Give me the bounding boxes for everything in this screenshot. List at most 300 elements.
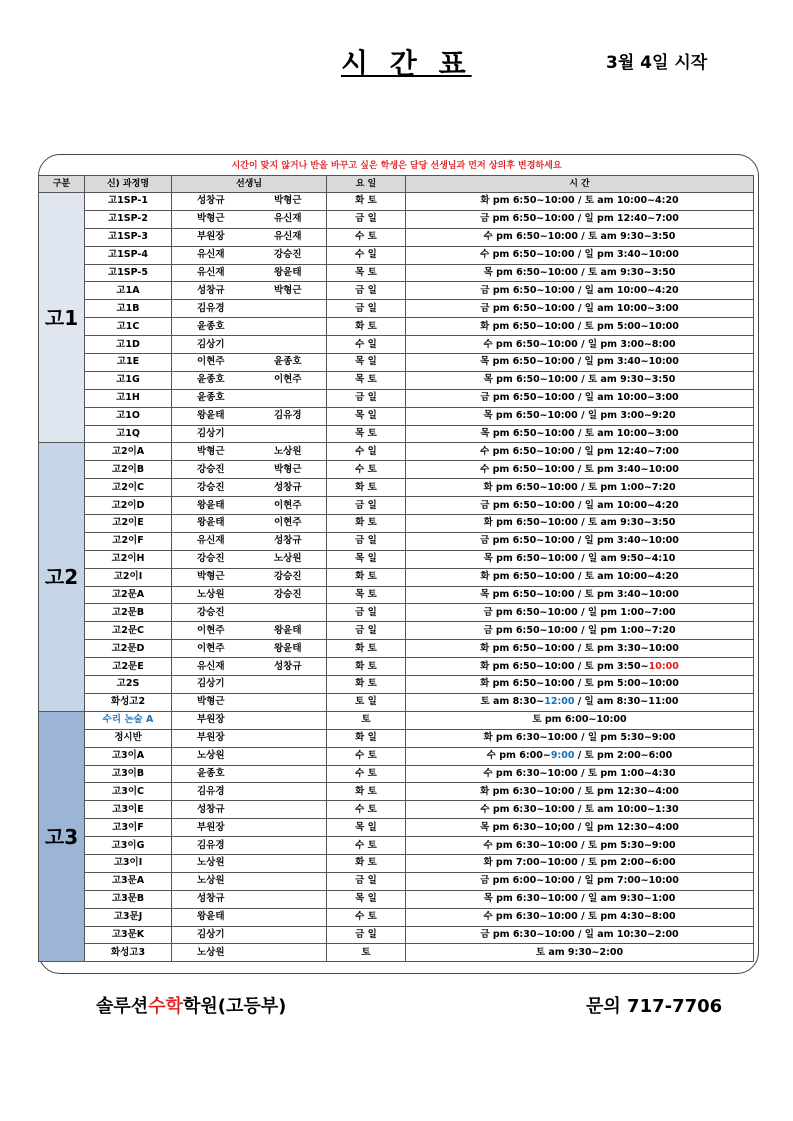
teacher-2-cell xyxy=(250,872,327,890)
day-cell: 목 토 xyxy=(327,264,406,282)
table-row xyxy=(39,389,754,407)
time-text: 토 pm 6:00~10:00 xyxy=(532,714,627,726)
teacher-2-cell: 성창규 xyxy=(250,479,327,497)
course-cell: 고2이H xyxy=(85,550,172,568)
table-row xyxy=(39,193,754,211)
day-cell: 수 일 xyxy=(327,246,406,264)
time-text: 금 pm 6:00~10:00 / 일 pm 7:00~10:00 xyxy=(480,875,679,887)
time-text: 목 pm 6:50~10:00 / 토 am 9:30~3:50 xyxy=(483,374,676,386)
teacher-1-cell: 부원장 xyxy=(172,729,250,747)
time-text: 토 am 8:30~ xyxy=(480,696,545,708)
teacher-1-cell: 김상기 xyxy=(172,676,250,694)
teacher-2-cell: 박형근 xyxy=(250,282,327,300)
table-row xyxy=(39,336,754,354)
teacher-2-cell: 왕윤태 xyxy=(250,640,327,658)
time-text: 목 pm 6:30~10:00 / 일 am 9:30~1:00 xyxy=(483,893,676,905)
teacher-2-cell: 성창규 xyxy=(250,532,327,550)
time-cell xyxy=(406,461,754,479)
day-cell: 금 일 xyxy=(327,872,406,890)
teacher-2-cell xyxy=(250,890,327,908)
course-cell: 고2이A xyxy=(85,443,172,461)
time-cell xyxy=(406,747,754,765)
teacher-2-cell: 유신재 xyxy=(250,210,327,228)
course-cell: 수리 논술 A xyxy=(85,711,172,729)
teacher-2-cell xyxy=(250,425,327,443)
table-row xyxy=(39,497,754,515)
time-cell xyxy=(406,407,754,425)
time-text: 화 pm 6:50~10:00 / 토 pm 3:50~ xyxy=(480,660,649,672)
time-cell xyxy=(406,336,754,354)
day-cell: 금 일 xyxy=(327,210,406,228)
course-cell: 고1SP-4 xyxy=(85,246,172,264)
teacher-1-cell: 김유경 xyxy=(172,783,250,801)
time-text: 화 pm 6:50~10:00 / 토 pm 1:00~7:20 xyxy=(483,481,676,493)
course-cell: 정시반 xyxy=(85,729,172,747)
teacher-2-cell: 노상원 xyxy=(250,550,327,568)
time-cell xyxy=(406,944,754,962)
time-text: 화 pm 6:30~10:00 / 일 pm 5:30~9:00 xyxy=(483,732,676,744)
teacher-2-cell: 박형근 xyxy=(250,193,327,211)
header-day: 요 일 xyxy=(327,176,406,193)
table-row xyxy=(39,425,754,443)
teacher-1-cell: 성창규 xyxy=(172,193,250,211)
day-cell: 수 일 xyxy=(327,443,406,461)
teacher-1-cell: 왕윤태 xyxy=(172,497,250,515)
time-cell xyxy=(406,837,754,855)
table-row xyxy=(39,872,754,890)
time-text: / 일 am 8:30~11:00 xyxy=(574,696,679,708)
teacher-2-cell xyxy=(250,300,327,318)
course-cell: 고3이G xyxy=(85,837,172,855)
time-cell xyxy=(406,854,754,872)
time-text: 금 pm 6:50~10:00 / 일 pm 12:40~7:00 xyxy=(480,213,679,225)
table-row xyxy=(39,300,754,318)
time-cell xyxy=(406,193,754,211)
teacher-1-cell: 노상원 xyxy=(172,747,250,765)
table-row xyxy=(39,532,754,550)
day-cell: 화 토 xyxy=(327,640,406,658)
academy-name-highlight: 수학 xyxy=(148,996,183,1017)
time-text: 수 pm 6:50~10:00 / 토 pm 3:40~10:00 xyxy=(480,463,679,475)
table-row xyxy=(39,443,754,461)
teacher-2-cell xyxy=(250,926,327,944)
time-cell xyxy=(406,819,754,837)
course-cell: 고1SP-5 xyxy=(85,264,172,282)
start-date: 3월 4일 시작 xyxy=(606,53,708,73)
time-cell xyxy=(406,282,754,300)
academy-name-pre: 솔루션 xyxy=(96,996,149,1017)
teacher-1-cell: 왕윤태 xyxy=(172,908,250,926)
time-cell xyxy=(406,622,754,640)
course-cell: 고3문A xyxy=(85,872,172,890)
day-cell: 수 토 xyxy=(327,908,406,926)
course-cell: 고2이I xyxy=(85,568,172,586)
table-row xyxy=(39,354,754,372)
teacher-1-cell: 유신재 xyxy=(172,658,250,676)
teacher-2-cell: 유신재 xyxy=(250,228,327,246)
course-cell: 고1B xyxy=(85,300,172,318)
teacher-1-cell: 이현주 xyxy=(172,354,250,372)
header-time: 시 간 xyxy=(406,176,754,193)
course-cell: 고2이B xyxy=(85,461,172,479)
course-cell: 고2이C xyxy=(85,479,172,497)
course-cell: 고2문C xyxy=(85,622,172,640)
table-row xyxy=(39,479,754,497)
table-row xyxy=(39,926,754,944)
day-cell: 화 일 xyxy=(327,729,406,747)
time-text: 목 pm 6:50~10:00 / 일 am 9:50~4:10 xyxy=(483,553,676,565)
table-row xyxy=(39,944,754,962)
teacher-2-cell xyxy=(250,318,327,336)
teacher-1-cell: 성창규 xyxy=(172,890,250,908)
course-cell: 고3문J xyxy=(85,908,172,926)
teacher-1-cell: 부원장 xyxy=(172,819,250,837)
group-label: 고3 xyxy=(39,711,85,961)
time-text: 금 pm 6:50~10:00 / 일 am 10:00~3:00 xyxy=(480,302,679,314)
table-row xyxy=(39,747,754,765)
time-text: 화 pm 7:00~10:00 / 토 pm 2:00~6:00 xyxy=(483,857,676,869)
teacher-1-cell: 성창규 xyxy=(172,282,250,300)
page-title: 시 간 표 xyxy=(341,47,472,80)
header-group: 구분 xyxy=(39,176,85,193)
day-cell: 목 일 xyxy=(327,890,406,908)
table-row xyxy=(39,729,754,747)
time-text: 목 pm 6:50~10:00 / 토 pm 3:40~10:00 xyxy=(480,589,679,601)
time-cell xyxy=(406,711,754,729)
teacher-2-cell: 강승진 xyxy=(250,246,327,264)
day-cell: 금 일 xyxy=(327,926,406,944)
teacher-2-cell: 박형근 xyxy=(250,461,327,479)
table-row xyxy=(39,515,754,533)
teacher-1-cell: 성창규 xyxy=(172,801,250,819)
course-cell: 고1A xyxy=(85,282,172,300)
time-text: 화 pm 6:50~10:00 / 토 am 10:00~4:20 xyxy=(480,195,679,207)
day-cell: 토 xyxy=(327,711,406,729)
course-cell: 고3문B xyxy=(85,890,172,908)
day-cell: 화 토 xyxy=(327,193,406,211)
course-cell: 고1SP-2 xyxy=(85,210,172,228)
day-cell: 금 일 xyxy=(327,622,406,640)
day-cell: 수 토 xyxy=(327,801,406,819)
table-row xyxy=(39,658,754,676)
teacher-2-cell xyxy=(250,604,327,622)
teacher-1-cell: 노상원 xyxy=(172,944,250,962)
time-cell xyxy=(406,783,754,801)
time-cell xyxy=(406,354,754,372)
course-cell: 고1E xyxy=(85,354,172,372)
teacher-1-cell: 윤종호 xyxy=(172,389,250,407)
group-label: 고1 xyxy=(39,193,85,443)
teacher-2-cell xyxy=(250,819,327,837)
teacher-2-cell: 이현주 xyxy=(250,371,327,389)
day-cell: 금 일 xyxy=(327,604,406,622)
teacher-2-cell: 왕윤태 xyxy=(250,622,327,640)
table-row xyxy=(39,765,754,783)
course-cell: 고1O xyxy=(85,407,172,425)
teacher-1-cell: 김상기 xyxy=(172,926,250,944)
day-cell: 목 일 xyxy=(327,354,406,372)
teacher-2-cell: 강승진 xyxy=(250,568,327,586)
course-cell: 고3이I xyxy=(85,854,172,872)
teacher-1-cell: 강승진 xyxy=(172,550,250,568)
teacher-2-cell: 이현주 xyxy=(250,515,327,533)
time-cell xyxy=(406,640,754,658)
time-text: 금 pm 6:50~10:00 / 일 am 10:00~3:00 xyxy=(480,392,679,404)
teacher-2-cell xyxy=(250,711,327,729)
time-cell xyxy=(406,300,754,318)
time-cell xyxy=(406,246,754,264)
course-cell: 고2문D xyxy=(85,640,172,658)
teacher-1-cell: 노상원 xyxy=(172,586,250,604)
time-text: 금 pm 6:50~10:00 / 일 am 10:00~4:20 xyxy=(480,284,679,296)
teacher-1-cell: 김상기 xyxy=(172,336,250,354)
time-highlight: 12:00 xyxy=(544,696,575,708)
time-cell xyxy=(406,586,754,604)
course-cell: 고3이E xyxy=(85,801,172,819)
time-text: 목 pm 6:30~10;00 / 일 pm 12:30~4:00 xyxy=(480,821,679,833)
table-row xyxy=(39,568,754,586)
time-cell xyxy=(406,532,754,550)
time-cell xyxy=(406,729,754,747)
day-cell: 수 토 xyxy=(327,747,406,765)
course-cell: 고2문E xyxy=(85,658,172,676)
academy-name xyxy=(96,992,286,1018)
course-cell: 고1SP-3 xyxy=(85,228,172,246)
table-row xyxy=(39,854,754,872)
time-text: 수 pm 6:30~10:00 / 토 pm 5:30~9:00 xyxy=(483,839,676,851)
header-teacher: 선생님 xyxy=(172,176,327,193)
teacher-2-cell xyxy=(250,336,327,354)
time-text: 수 pm 6:30~10:00 / 토 am 10:00~1:30 xyxy=(480,803,679,815)
time-cell xyxy=(406,926,754,944)
teacher-1-cell: 김상기 xyxy=(172,425,250,443)
course-cell: 고2문B xyxy=(85,604,172,622)
teacher-1-cell: 박형근 xyxy=(172,210,250,228)
teacher-1-cell: 노상원 xyxy=(172,872,250,890)
time-text: 화 pm 6:50~10:00 / 토 pm 5:00~10:00 xyxy=(480,678,679,690)
time-cell xyxy=(406,801,754,819)
time-cell xyxy=(406,425,754,443)
day-cell: 목 토 xyxy=(327,425,406,443)
table-row xyxy=(39,819,754,837)
time-text: / 토 pm 2:00~6:00 xyxy=(574,750,673,762)
day-cell: 화 토 xyxy=(327,854,406,872)
teacher-1-cell: 윤종호 xyxy=(172,765,250,783)
day-cell: 화 토 xyxy=(327,479,406,497)
teacher-2-cell xyxy=(250,729,327,747)
course-cell: 고1C xyxy=(85,318,172,336)
teacher-1-cell: 유신재 xyxy=(172,246,250,264)
academy-name-post: 학원(고등부) xyxy=(182,996,287,1017)
teacher-1-cell: 윤종호 xyxy=(172,371,250,389)
time-text: 목 pm 6:50~10:00 / 일 pm 3:40~10:00 xyxy=(480,356,679,368)
teacher-2-cell: 윤종호 xyxy=(250,354,327,372)
day-cell: 수 토 xyxy=(327,461,406,479)
table-row xyxy=(39,908,754,926)
day-cell: 수 일 xyxy=(327,336,406,354)
day-cell: 화 토 xyxy=(327,318,406,336)
time-text: 목 pm 6:50~10:00 / 토 am 9:30~3:50 xyxy=(483,267,676,278)
time-cell xyxy=(406,765,754,783)
time-cell xyxy=(406,568,754,586)
teacher-1-cell: 박형근 xyxy=(172,568,250,586)
table-row xyxy=(39,210,754,228)
teacher-1-cell: 부원장 xyxy=(172,711,250,729)
teacher-2-cell: 김유경 xyxy=(250,407,327,425)
teacher-2-cell: 왕윤태 xyxy=(250,264,327,282)
day-cell: 화 토 xyxy=(327,515,406,533)
day-cell: 수 토 xyxy=(327,765,406,783)
group-label: 고2 xyxy=(39,443,85,711)
time-highlight: 10:00 xyxy=(648,660,679,672)
teacher-1-cell: 이현주 xyxy=(172,622,250,640)
course-cell: 고1D xyxy=(85,336,172,354)
course-cell: 고3이A xyxy=(85,747,172,765)
table-row xyxy=(39,711,754,729)
table-row xyxy=(39,783,754,801)
day-cell: 수 토 xyxy=(327,228,406,246)
teacher-1-cell: 김유경 xyxy=(172,300,250,318)
table-row xyxy=(39,246,754,264)
header-course: 신) 과정명 xyxy=(85,176,172,193)
course-cell: 고1Q xyxy=(85,425,172,443)
table-row xyxy=(39,890,754,908)
table-row xyxy=(39,282,754,300)
table-row xyxy=(39,586,754,604)
table-row xyxy=(39,264,754,282)
time-text: 화 pm 6:30~10:00 / 토 pm 12:30~4:00 xyxy=(480,785,679,797)
teacher-1-cell: 김유경 xyxy=(172,837,250,855)
day-cell: 금 일 xyxy=(327,532,406,550)
time-cell xyxy=(406,658,754,676)
day-cell: 목 토 xyxy=(327,586,406,604)
table-row xyxy=(39,318,754,336)
course-cell: 고3이B xyxy=(85,765,172,783)
time-text: 수 pm 6:50~10:00 / 일 pm 12:40~7:00 xyxy=(480,445,679,457)
table-row xyxy=(39,550,754,568)
time-cell xyxy=(406,371,754,389)
course-cell: 화성고3 xyxy=(85,944,172,962)
time-text: 화 pm 6:50~10:00 / 토 am 9:30~3:50 xyxy=(483,517,676,529)
time-text: 화 pm 6:50~10:00 / 토 pm 3:30~10:00 xyxy=(480,642,679,654)
table-row xyxy=(39,371,754,389)
teacher-2-cell: 성창규 xyxy=(250,658,327,676)
time-text: 목 pm 6:50~10:00 / 토 am 10:00~3:00 xyxy=(480,428,679,440)
course-cell: 고2이E xyxy=(85,515,172,533)
time-cell xyxy=(406,550,754,568)
teacher-2-cell xyxy=(250,854,327,872)
day-cell: 목 토 xyxy=(327,371,406,389)
header-row xyxy=(39,176,754,193)
time-text: 화 pm 6:50~10:00 / 토 pm 5:00~10:00 xyxy=(480,320,679,332)
teacher-1-cell: 왕윤태 xyxy=(172,407,250,425)
time-cell xyxy=(406,497,754,515)
time-cell xyxy=(406,389,754,407)
teacher-2-cell: 이현주 xyxy=(250,497,327,515)
day-cell: 화 토 xyxy=(327,568,406,586)
course-cell: 고1SP-1 xyxy=(85,193,172,211)
day-cell: 금 일 xyxy=(327,389,406,407)
time-cell xyxy=(406,872,754,890)
time-text: 금 pm 6:50~10:00 / 일 pm 1:00~7:00 xyxy=(483,606,676,618)
teacher-1-cell: 박형근 xyxy=(172,443,250,461)
time-cell xyxy=(406,604,754,622)
teacher-2-cell: 노상원 xyxy=(250,443,327,461)
course-cell: 고3이F xyxy=(85,819,172,837)
time-text: 수 pm 6:30~10:00 / 토 pm 4:30~8:00 xyxy=(483,911,676,923)
teacher-2-cell xyxy=(250,676,327,694)
teacher-1-cell: 강승진 xyxy=(172,479,250,497)
time-text: 수 pm 6:50~10:00 / 일 pm 3:00~8:00 xyxy=(483,338,676,350)
time-text: 수 pm 6:50~10:00 / 토 am 9:30~3:50 xyxy=(483,231,676,243)
teacher-2-cell xyxy=(250,837,327,855)
day-cell: 수 토 xyxy=(327,837,406,855)
day-cell: 화 토 xyxy=(327,676,406,694)
teacher-1-cell: 유신재 xyxy=(172,264,250,282)
table-row xyxy=(39,407,754,425)
teacher-1-cell: 유신재 xyxy=(172,532,250,550)
time-cell xyxy=(406,318,754,336)
table-row xyxy=(39,693,754,711)
day-cell: 토 xyxy=(327,944,406,962)
time-text: 금 pm 6:30~10:00 / 일 am 10:30~2:00 xyxy=(480,928,679,940)
teacher-2-cell xyxy=(250,944,327,962)
time-cell xyxy=(406,693,754,711)
time-cell xyxy=(406,908,754,926)
teacher-2-cell xyxy=(250,389,327,407)
time-cell xyxy=(406,479,754,497)
teacher-2-cell xyxy=(250,783,327,801)
time-cell xyxy=(406,443,754,461)
time-text: 수 pm 6:00~ xyxy=(486,750,551,762)
table-row xyxy=(39,676,754,694)
time-text: 목 pm 6:50~10:00 / 일 pm 3:00~9:20 xyxy=(483,410,676,422)
table-row xyxy=(39,801,754,819)
contact-phone: 문의 717-7706 xyxy=(586,996,723,1017)
day-cell: 목 일 xyxy=(327,819,406,837)
teacher-1-cell: 왕윤태 xyxy=(172,515,250,533)
time-cell xyxy=(406,264,754,282)
course-cell: 고1H xyxy=(85,389,172,407)
time-cell xyxy=(406,210,754,228)
teacher-1-cell: 부원장 xyxy=(172,228,250,246)
day-cell: 금 일 xyxy=(327,497,406,515)
time-text: 수 pm 6:30~10:00 / 토 pm 1:00~4:30 xyxy=(483,767,676,779)
course-cell: 고3문K xyxy=(85,926,172,944)
day-cell: 금 일 xyxy=(327,300,406,318)
day-cell: 금 일 xyxy=(327,282,406,300)
teacher-2-cell xyxy=(250,765,327,783)
course-cell: 고2이D xyxy=(85,497,172,515)
table-row xyxy=(39,228,754,246)
table-row xyxy=(39,837,754,855)
teacher-2-cell xyxy=(250,747,327,765)
notice-text: 시간이 맞지 않거나 반을 바꾸고 싶은 학생은 담당 선생님과 먼저 상의후 변경하세요 xyxy=(231,161,562,171)
course-cell: 화성고2 xyxy=(85,693,172,711)
time-cell xyxy=(406,228,754,246)
teacher-1-cell: 이현주 xyxy=(172,640,250,658)
table-row xyxy=(39,622,754,640)
time-text: 토 am 9:30~2:00 xyxy=(535,946,624,958)
time-cell xyxy=(406,515,754,533)
table-row xyxy=(39,640,754,658)
time-text: 금 pm 6:50~10:00 / 일 pm 3:40~10:00 xyxy=(480,535,679,547)
teacher-2-cell xyxy=(250,908,327,926)
day-cell: 목 일 xyxy=(327,550,406,568)
time-text: 금 pm 6:50~10:00 / 일 pm 1:00~7:20 xyxy=(483,624,676,636)
schedule-table xyxy=(38,175,754,962)
course-cell: 고3이C xyxy=(85,783,172,801)
